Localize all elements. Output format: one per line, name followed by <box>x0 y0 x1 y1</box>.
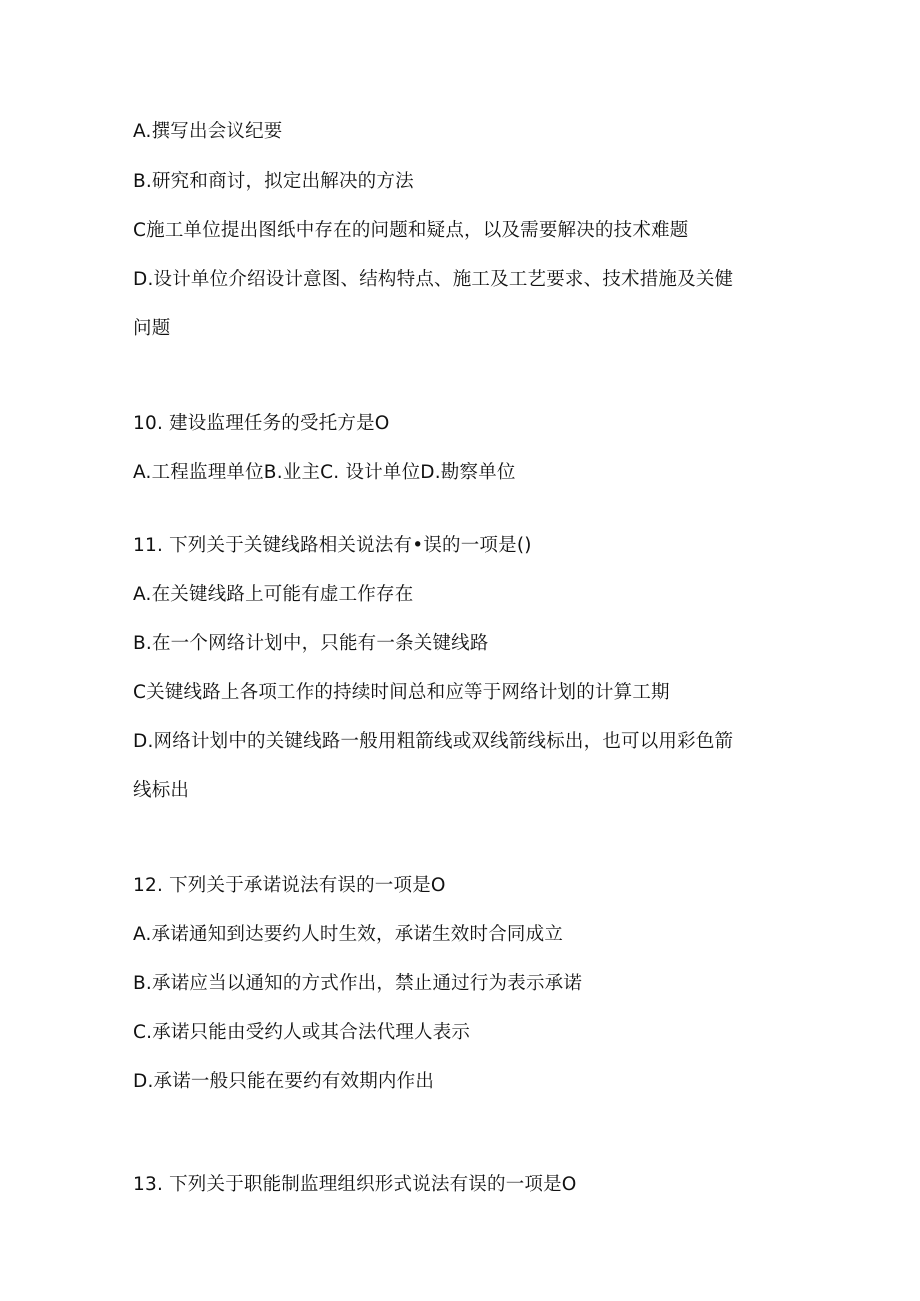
q12-option-d: D.承诺一般只能在要约有效期内作出 <box>133 1071 435 1092</box>
q11-option-a: A.在关键线路上可能有虚工作存在 <box>133 584 414 605</box>
q13-question: 13. 下列关于职能制监理组织形式说法有误的一项是O <box>133 1174 577 1195</box>
q11-option-c: C关键线路上各项工作的持续时间总和应等于网络计划的计算工期 <box>133 682 670 703</box>
q10-question: 10. 建设监理任务的受托方是O <box>133 413 390 434</box>
q9-option-a: A.撰写出会议纪要 <box>133 121 283 142</box>
q12-question: 12. 下列关于承诺说法有误的一项是O <box>133 875 446 896</box>
q11-option-d-line1: D.网络计划中的关键线路一般用粗箭线或双线箭线标出，也可以用彩色箭 <box>133 731 734 752</box>
q11-option-b: B.在一个网络计划中，只能有一条关键线路 <box>133 633 489 654</box>
q12-option-c: C.承诺只能由受约人或其合法代理人表示 <box>133 1022 471 1043</box>
q12-option-b: B.承诺应当以通知的方式作出，禁止通过行为表示承诺 <box>133 973 583 994</box>
q9-option-d-line2: 问题 <box>133 318 171 339</box>
q11-option-d-line2: 线标出 <box>133 780 190 801</box>
q11-question: 11. 下列关于关键线路相关说法有•误的一项是() <box>133 535 532 556</box>
q9-option-b: B.研究和商讨，拟定出解决的方法 <box>133 171 414 192</box>
q9-option-d-line1: D.设计单位介绍设计意图、结构特点、施工及工艺要求、技术措施及关健 <box>133 269 734 290</box>
q10-options: A.工程监理单位B.业主C. 设计单位D.勘察单位 <box>133 462 516 483</box>
q9-option-c: C施工单位提出图纸中存在的问题和疑点，以及需要解决的技术难题 <box>133 220 689 241</box>
q12-option-a: A.承诺通知到达要约人时生效，承诺生效时合同成立 <box>133 924 564 945</box>
